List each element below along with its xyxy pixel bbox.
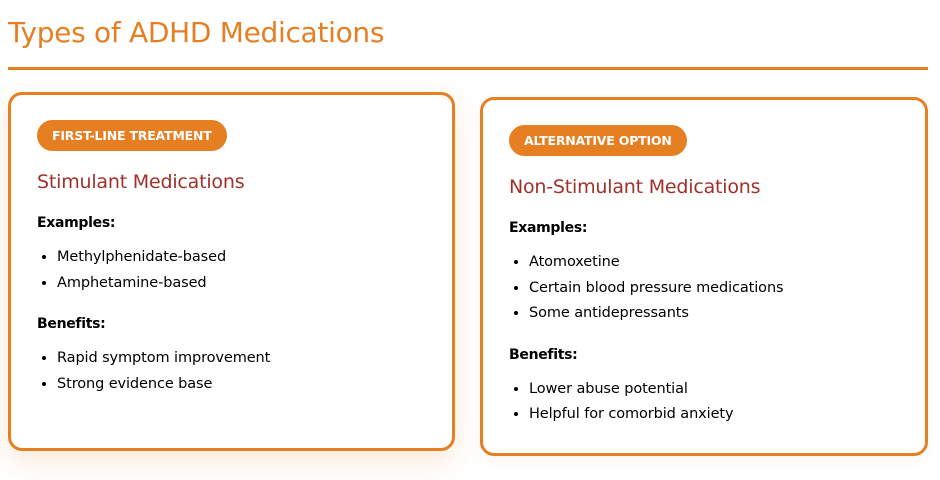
benefits-list (37, 346, 426, 397)
status-badge: FIRST-LINE TREATMENT (37, 120, 227, 151)
benefits-label: Benefits: (37, 316, 106, 332)
examples-label: Examples: (37, 215, 116, 231)
list-item: • Lower abuse potential (529, 377, 899, 403)
examples-list (37, 245, 426, 296)
card-title: Non-Stimulant Medications (509, 176, 761, 198)
benefits-list (509, 377, 899, 428)
page-title: Types of ADHD Medications (8, 16, 385, 49)
examples-list (509, 250, 899, 327)
title-divider (8, 67, 928, 70)
card-stimulant-medications (8, 92, 455, 451)
list-item: • Amphetamine-based (57, 271, 426, 297)
status-badge: ALTERNATIVE OPTION (509, 125, 687, 156)
card-title: Stimulant Medications (37, 171, 245, 193)
list-item: • Rapid symptom improvement (57, 346, 426, 372)
benefits-label: Benefits: (509, 346, 578, 363)
list-item: • Methylphenidate-based (57, 245, 426, 271)
card-non-stimulant-medications (480, 97, 928, 456)
list-item: • Helpful for comorbid anxiety (529, 402, 899, 428)
list-item: • Atomoxetine (529, 250, 899, 276)
list-item: • Some antidepressants (529, 301, 899, 327)
list-item: • Certain blood pressure medications (529, 276, 899, 302)
list-item: • Strong evidence base (57, 372, 426, 398)
examples-label: Examples: (509, 220, 588, 236)
